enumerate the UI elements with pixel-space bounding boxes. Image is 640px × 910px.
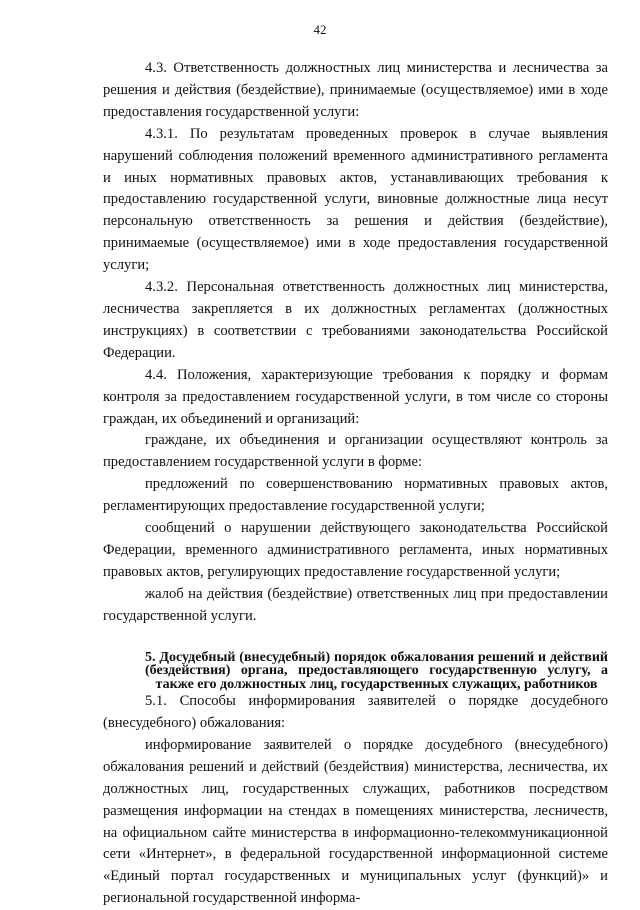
paragraph-4-4: 4.4. Положения, характеризующие требования к порядку и формам контроля за предоставлением государственной услуги, в том числе со стороны граждан, их объединений и организаций: — [103, 366, 608, 427]
paragraph-proposals: предложений по совершенствованию нормативных правовых актов, регламентирующих предоставление государственной услуги; — [103, 476, 608, 515]
paragraph-5-1: 5.1. Способы информирования заявителей о порядке досудебного (внесудебного) обжалования: — [103, 693, 608, 731]
paragraph-reports: сообщений о нарушении действующего законодательства Российской Федерации, временного административного регламента, иных нормативных правовых актов, регулирующих предоставление государственной услуги; — [103, 520, 608, 580]
paragraph-citizens-control: граждане, их объединения и организации осуществляют контроль за предоставлением государственной услуги в форме: — [103, 432, 608, 471]
paragraph-informing: информирование заявителей о порядке досудебного (внесудебного) обжалования решений и действий (бездействия) министерства, лесничества, их должностных лиц, государственных служащих, работников посредством размещения информации на стендах в помещениях министерства, лесничеств, на официальном сайте министерства в информационно-телекоммуникационной сети «Интернет», в федеральной государственной информационной системе «Единый портал государственных и муниципальных услуг (функций)» и региональной государственной информа- — [103, 736, 608, 907]
paragraph-4-3: 4.3. Ответственность должностных лиц министерства и лесничества за решения и действия (бездействие), принимаемые (осуществляемое) ими в ходе предоставления государственной услуги: — [103, 60, 608, 120]
paragraph-4-3-1: 4.3.1. По результатам проведенных проверок в случае выявления нарушений соблюдения положений временного административного регламента и иных нормативных правовых актов, устанавливающих требования к предоставлению государственной услуги, виновные должностные лица несут персональную ответственность за решения и действия (бездействие), принимаемые (осуществляемое) ими в ходе предоставления государственной услуги; — [103, 125, 608, 274]
document-body — [103, 58, 608, 910]
section-5-heading: 5. Досудебный (внесудебный) порядок обжалования решений и действий (бездействия) органа, предоставляющего государственную услугу, а также его должностных лиц, государственных служащих, работников — [145, 649, 608, 692]
paragraph-complaints: жалоб на действия (бездействие) ответственных лиц при предоставлении государственной услуги. — [103, 585, 608, 624]
paragraph-4-3-2: 4.3.2. Персональная ответственность должностных лиц министерства, лесничества закрепляется в их должностных регламентах (должностных инструкциях) в соответствии с требованиями законодательства Российской Федерации. — [103, 279, 608, 361]
page-number: 42 — [313, 22, 327, 37]
